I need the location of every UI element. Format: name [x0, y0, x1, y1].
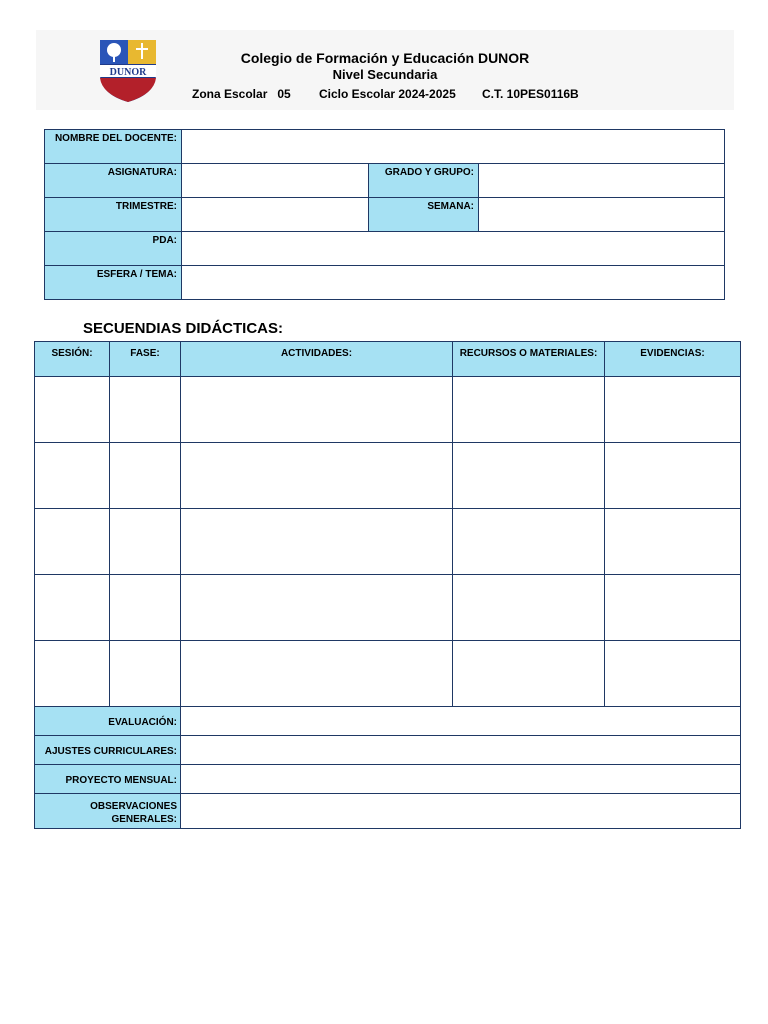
- school-level: Nivel Secundaria: [332, 67, 438, 82]
- field-grado-grupo[interactable]: [479, 164, 725, 198]
- teacher-info-form: [44, 129, 725, 300]
- label-esfera-tema: ESFERA / TEMA:: [45, 266, 182, 300]
- column-header-fase: FASE:: [110, 342, 181, 377]
- school-name: Colegio de Formación y Educación DUNOR: [240, 50, 530, 66]
- cell-actividades[interactable]: [181, 575, 453, 641]
- label-proyecto-mensual: PROYECTO MENSUAL:: [35, 765, 181, 794]
- label-semana: SEMANA:: [369, 198, 479, 232]
- label-ajustes-curriculares: AJUSTES CURRICULARES:: [35, 736, 181, 765]
- clave-ct: C.T. 10PES0116B: [482, 87, 579, 101]
- svg-text:DUNOR: DUNOR: [109, 67, 147, 78]
- table-header-row: [35, 342, 741, 377]
- ciclo-escolar: Ciclo Escolar 2024-2025: [319, 87, 456, 101]
- field-esfera-tema[interactable]: [182, 266, 725, 300]
- field-proyecto-mensual[interactable]: [181, 765, 741, 794]
- label-evaluacion: EVALUACIÓN:: [35, 707, 181, 736]
- field-ajustes-curriculares[interactable]: [181, 736, 741, 765]
- field-observaciones-generales[interactable]: [181, 794, 741, 829]
- label-nombre-docente: NOMBRE DEL DOCENTE:: [45, 130, 182, 164]
- label-observaciones-generales: OBSERVACIONES GENERALES:: [35, 794, 181, 829]
- document-header: [36, 30, 734, 110]
- cell-sesion[interactable]: [35, 575, 110, 641]
- table-row: [35, 377, 741, 443]
- cell-actividades[interactable]: [181, 509, 453, 575]
- section-title: SECUENDIAS DIDÁCTICAS:: [83, 320, 284, 337]
- cell-fase[interactable]: [110, 443, 181, 509]
- cell-recursos[interactable]: [453, 641, 605, 707]
- field-pda[interactable]: [182, 232, 725, 266]
- label-grado-grupo: GRADO Y GRUPO:: [369, 164, 479, 198]
- cell-evidencias[interactable]: [605, 377, 741, 443]
- field-nombre-docente[interactable]: [182, 130, 725, 164]
- cell-recursos[interactable]: [453, 509, 605, 575]
- cell-evidencias[interactable]: [605, 443, 741, 509]
- label-trimestre: TRIMESTRE:: [45, 198, 182, 232]
- column-header-recursos: RECURSOS O MATERIALES:: [453, 342, 605, 377]
- cell-sesion[interactable]: [35, 377, 110, 443]
- cell-sesion[interactable]: [35, 443, 110, 509]
- label-asignatura: ASIGNATURA:: [45, 164, 182, 198]
- cell-actividades[interactable]: [181, 641, 453, 707]
- cell-evidencias[interactable]: [605, 641, 741, 707]
- cell-recursos[interactable]: [453, 443, 605, 509]
- column-header-evidencias: EVIDENCIAS:: [605, 342, 741, 377]
- column-header-actividades: ACTIVIDADES:: [181, 342, 453, 377]
- column-header-sesion: SESIÓN:: [35, 342, 110, 377]
- cell-actividades[interactable]: [181, 377, 453, 443]
- field-semana[interactable]: [479, 198, 725, 232]
- field-trimestre[interactable]: [182, 198, 369, 232]
- table-row: [35, 575, 741, 641]
- cell-sesion[interactable]: [35, 641, 110, 707]
- cell-fase[interactable]: [110, 509, 181, 575]
- field-evaluacion[interactable]: [181, 707, 741, 736]
- label-pda: PDA:: [45, 232, 182, 266]
- cell-evidencias[interactable]: [605, 575, 741, 641]
- table-row: [35, 509, 741, 575]
- table-row: [35, 443, 741, 509]
- cell-evidencias[interactable]: [605, 509, 741, 575]
- secuencias-table: [34, 341, 741, 829]
- cell-fase[interactable]: [110, 641, 181, 707]
- table-row: [35, 641, 741, 707]
- zona-escolar: Zona Escolar 05: [192, 87, 291, 101]
- cell-actividades[interactable]: [181, 443, 453, 509]
- field-asignatura[interactable]: [182, 164, 369, 198]
- cell-sesion[interactable]: [35, 509, 110, 575]
- cell-fase[interactable]: [110, 377, 181, 443]
- cell-fase[interactable]: [110, 575, 181, 641]
- cell-recursos[interactable]: [453, 575, 605, 641]
- cell-recursos[interactable]: [453, 377, 605, 443]
